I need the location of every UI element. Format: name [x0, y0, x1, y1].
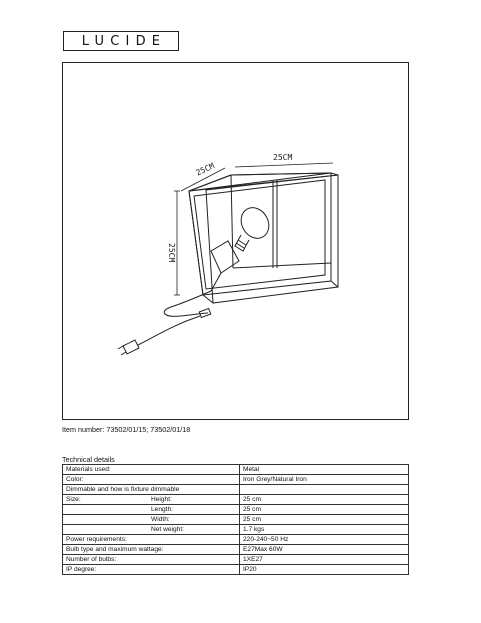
row-sublabel: Width: — [151, 516, 170, 523]
row-value: 25 cm — [240, 505, 409, 515]
product-drawing-frame — [62, 62, 409, 420]
table-row — [63, 505, 409, 515]
product-line-drawing — [63, 63, 410, 421]
brand-logo-text: LUCIDE — [81, 33, 167, 49]
cube-frame — [189, 173, 338, 303]
row-label: Number of bulbs: — [63, 555, 240, 565]
dim-depth-label: 25CM — [194, 161, 216, 178]
row-value: 1.7 kgs — [240, 525, 409, 535]
row-sublabel: Length: — [151, 506, 173, 513]
table-row — [63, 565, 409, 575]
row-value: 25 cm — [240, 495, 409, 505]
brand-logo — [63, 31, 179, 51]
row-label: Power requirements: — [63, 535, 240, 545]
row-sublabel: Height: — [151, 496, 172, 503]
cable-with-plug — [118, 291, 211, 355]
socket-icon — [211, 241, 239, 291]
item-number: Item number: 73502/01/15; 73502/01/18 — [62, 425, 191, 434]
row-value — [240, 485, 409, 495]
bulb-icon — [235, 203, 274, 251]
dim-height-label: 25CM — [167, 243, 176, 263]
row-label-cell — [63, 515, 240, 525]
row-sublabel: Net weight: — [151, 526, 184, 533]
dim-width-label: 25CM — [273, 153, 293, 162]
row-label-cell — [63, 505, 240, 515]
table-row — [63, 555, 409, 565]
row-value: IP20 — [240, 565, 409, 575]
row-label: Materials used: — [63, 465, 240, 475]
row-value: 1XE27 — [240, 555, 409, 565]
row-label: IP degree: — [63, 565, 240, 575]
table-row — [63, 515, 409, 525]
row-label: Bulb type and maximum wattage: — [63, 545, 240, 555]
table-row — [63, 525, 409, 535]
table-row — [63, 545, 409, 555]
row-value: 220-240~50 Hz — [240, 535, 409, 545]
table-row — [63, 485, 409, 495]
row-value: Metal — [240, 465, 409, 475]
row-label: Color: — [63, 475, 240, 485]
technical-details-table — [62, 464, 409, 575]
row-label: Dimmable and how is fixture dimmable — [63, 485, 240, 495]
row-value: Iron Grey/Natural Iron — [240, 475, 409, 485]
row-value: E27Max 60W — [240, 545, 409, 555]
technical-details-title: Technical details — [62, 455, 115, 464]
table-row — [63, 475, 409, 485]
row-label-cell — [63, 525, 240, 535]
table-row — [63, 495, 409, 505]
row-label-cell — [63, 495, 240, 505]
table-row — [63, 535, 409, 545]
table-row — [63, 465, 409, 475]
row-label: Size: — [66, 496, 81, 503]
row-value: 25 cm — [240, 515, 409, 525]
